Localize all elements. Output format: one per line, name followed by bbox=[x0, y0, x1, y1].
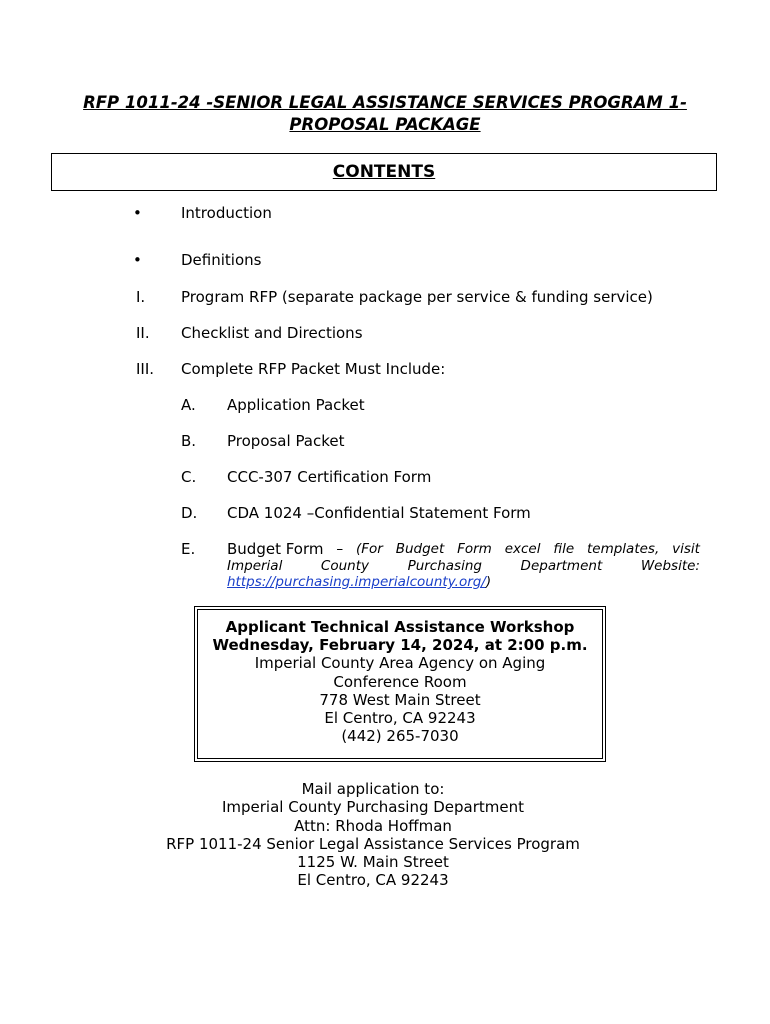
budget-line-1 bbox=[227, 541, 700, 558]
workshop-date: Wednesday, February 14, 2024, at 2:00 p.m. bbox=[212, 636, 588, 655]
subitem-text: CCC-307 Certification Form bbox=[227, 468, 432, 486]
workshop-room: Conference Room bbox=[333, 672, 467, 691]
budget-word: visit bbox=[672, 541, 700, 557]
letter-marker: C. bbox=[181, 468, 197, 486]
title-line-2: PROPOSAL PACKAGE bbox=[289, 115, 481, 134]
section-text: Complete RFP Packet Must Include: bbox=[181, 360, 446, 378]
roman-marker: I. bbox=[136, 288, 146, 306]
workshop-info-box bbox=[194, 606, 606, 762]
budget-word: Imperial bbox=[227, 557, 283, 574]
mailing-address-block bbox=[40, 780, 706, 890]
budget-word: Department bbox=[520, 557, 603, 574]
budget-word: Form bbox=[457, 541, 492, 557]
budget-word: file bbox=[553, 541, 575, 557]
workshop-street: 778 West Main Street bbox=[319, 690, 481, 709]
purchasing-website-link[interactable]: https://purchasing.imperialcounty.org/ bbox=[227, 574, 486, 590]
mail-program: RFP 1011-24 Senior Legal Assistance Services Program bbox=[166, 834, 580, 853]
budget-close-paren: ) bbox=[485, 574, 492, 590]
budget-line-3 bbox=[227, 574, 700, 591]
budget-line-2 bbox=[227, 558, 700, 575]
budget-word: County bbox=[320, 557, 369, 574]
mail-attention: Attn: Rhoda Hoffman bbox=[294, 816, 452, 835]
workshop-info-inner bbox=[197, 609, 603, 759]
workshop-phone: (442) 265-7030 bbox=[341, 727, 459, 746]
roman-marker: II. bbox=[136, 324, 150, 342]
subitem-e-marker: E. bbox=[181, 540, 196, 558]
letter-marker: A. bbox=[181, 396, 196, 414]
letter-marker: D. bbox=[181, 504, 198, 522]
budget-word: Budget bbox=[395, 541, 445, 557]
section-text: Program RFP (separate package per service & funding service) bbox=[181, 288, 653, 306]
letter-marker: B. bbox=[181, 432, 197, 450]
contents-heading-box bbox=[51, 153, 717, 191]
bullet-marker: • bbox=[133, 204, 142, 222]
workshop-city: El Centro, CA 92243 bbox=[324, 709, 476, 728]
list-item-text: Definitions bbox=[181, 251, 262, 269]
mail-street: 1125 W. Main Street bbox=[297, 853, 449, 872]
document-title bbox=[40, 92, 730, 136]
budget-word: (For bbox=[355, 541, 383, 557]
section-text: Checklist and Directions bbox=[181, 324, 363, 342]
list-item-text: Introduction bbox=[181, 204, 272, 222]
bullet-marker: • bbox=[133, 251, 142, 269]
subitem-e-budget-form bbox=[227, 541, 700, 591]
budget-dash: – bbox=[336, 541, 344, 557]
subitem-text: Proposal Packet bbox=[227, 432, 345, 450]
roman-marker: III. bbox=[136, 360, 155, 378]
mail-city: El Centro, CA 92243 bbox=[297, 871, 449, 890]
title-line-1: RFP 1011-24 -SENIOR LEGAL ASSISTANCE SERVICES PROGRAM 1- bbox=[83, 93, 687, 112]
budget-word: templates, bbox=[586, 541, 660, 557]
contents-heading: CONTENTS bbox=[332, 162, 436, 182]
subitem-text: Application Packet bbox=[227, 396, 365, 414]
mail-heading: Mail application to: bbox=[301, 780, 445, 798]
workshop-title: Applicant Technical Assistance Workshop bbox=[225, 618, 575, 636]
workshop-org: Imperial County Area Agency on Aging bbox=[254, 654, 546, 673]
budget-word: excel bbox=[504, 541, 541, 557]
budget-word: Purchasing bbox=[407, 557, 482, 574]
budget-word: Website: bbox=[640, 557, 700, 574]
mail-department: Imperial County Purchasing Department bbox=[221, 798, 525, 817]
budget-label: Budget Form bbox=[227, 540, 324, 558]
subitem-text: CDA 1024 –Confidential Statement Form bbox=[227, 504, 531, 522]
